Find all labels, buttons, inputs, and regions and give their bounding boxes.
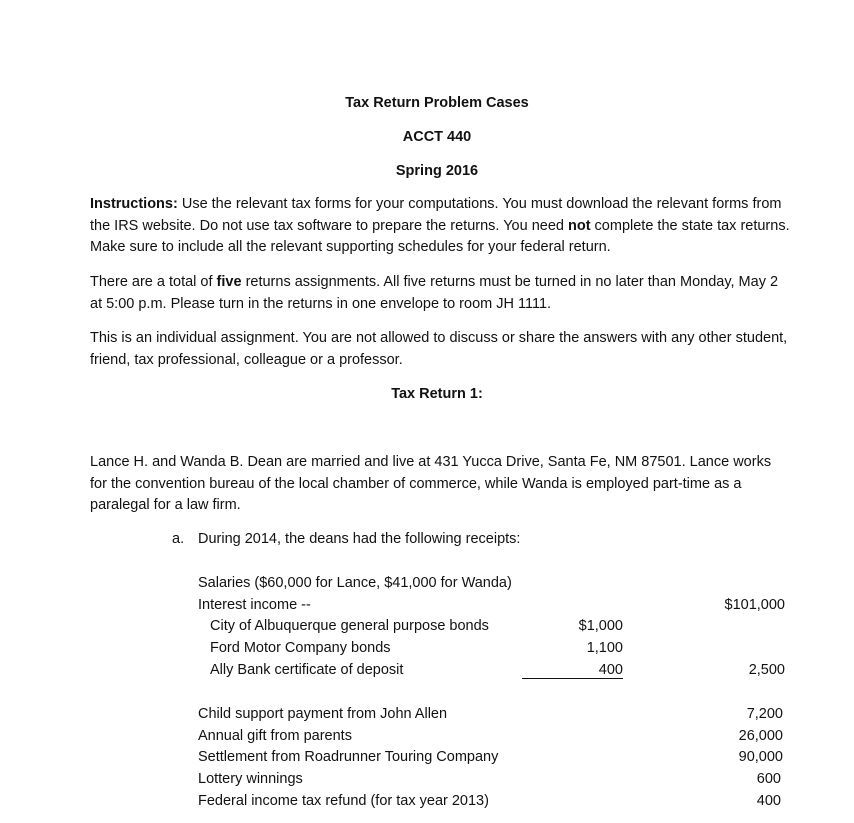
interest-item-amount: 400	[522, 662, 623, 679]
interest-label: Interest income --	[198, 597, 311, 613]
interest-item-label: Ford Motor Company bonds	[210, 640, 391, 656]
assignments-paragraph	[90, 272, 790, 315]
assignments-text-2: returns assignments. All five returns must be turned in no later than Monday, May 2 at 5:00 p.m. Please turn in the returns in one envelope to room JH 1111.	[90, 274, 779, 312]
receipt-item-amount: 90,000	[738, 749, 783, 765]
instructions-text-2: complete the state tax returns. Make sure to include all the relevant supporting schedules for your federal return.	[90, 217, 790, 256]
document-title: Tax Return Problem Cases	[345, 95, 529, 111]
salaries-label: Salaries ($60,000 for Lance, $41,000 for Wanda)	[198, 575, 512, 591]
term-label: Spring 2016	[395, 163, 479, 179]
instructions-emphasis: not	[567, 217, 591, 234]
interest-item-amount: $1,000	[578, 618, 623, 634]
salaries-total: $101,000	[724, 597, 785, 613]
receipt-item-amount: 26,000	[738, 728, 783, 744]
receipt-item-label: Annual gift from parents	[198, 728, 352, 744]
policy-text: This is an individual assignment. You are not allowed to discuss or share the answers with any other student, friend, tax professional, colleague or a professor.	[90, 330, 788, 368]
interest-item-amount: 1,100	[586, 640, 623, 656]
receipt-item-label: Federal income tax refund (for tax year 2013)	[198, 793, 489, 809]
return1-intro-text: Lance H. and Wanda B. Dean are married and live at 431 Yucca Drive, Santa Fe, NM 87501. Lance works for the convention bureau of the local chamber of commerce, while Wanda is employed part-time as a paralegal for a law firm.	[90, 454, 772, 514]
assignments-text-1: There are a total of	[90, 274, 217, 290]
receipt-item-amount: 600	[756, 771, 781, 787]
receipt-item-amount: 400	[756, 793, 781, 809]
interest-item-label: Ally Bank certificate of deposit	[210, 662, 404, 678]
item-a-text: During 2014, the deans had the following receipts:	[198, 531, 521, 547]
course-code: ACCT 440	[402, 129, 472, 145]
receipt-item-label: Child support payment from John Allen	[198, 706, 448, 722]
interest-total: 2,500	[748, 662, 785, 678]
policy-paragraph	[90, 328, 790, 371]
item-a-marker: a.	[172, 531, 185, 547]
return1-intro	[90, 452, 790, 517]
receipt-item-label: Settlement from Roadrunner Touring Company	[198, 749, 499, 765]
interest-item-label: City of Albuquerque general purpose bonds	[210, 618, 489, 634]
instructions-label: Instructions:	[90, 196, 178, 212]
instructions-paragraph	[90, 194, 790, 259]
receipt-item-label: Lottery winnings	[198, 771, 303, 787]
instructions-text-1: Use the relevant tax forms for your computations. You must download the relevant forms from the IRS website. Do not use tax software to prepare the returns. You need	[90, 196, 782, 234]
receipt-item-amount: 7,200	[746, 706, 783, 722]
return1-heading: Tax Return 1:	[391, 386, 483, 402]
assignments-emphasis: five	[216, 274, 242, 290]
